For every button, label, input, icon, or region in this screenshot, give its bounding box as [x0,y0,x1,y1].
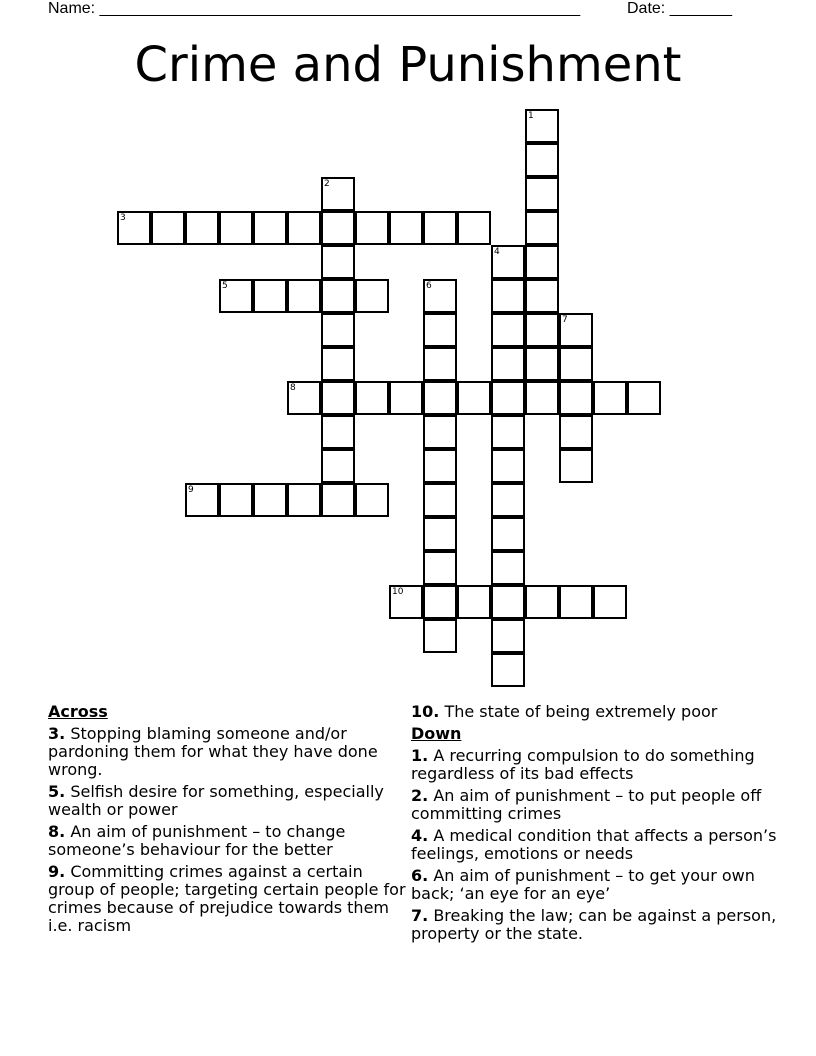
crossword-cell[interactable] [151,211,185,245]
cell-number: 8 [290,383,296,393]
crossword-cell[interactable] [287,279,321,313]
cell-number: 3 [120,213,126,223]
clue-text: Committing crimes against a certain group of people; targeting certain people for crimes because of prejudice towards them i.e. racism [48,862,406,935]
crossword-cell[interactable] [321,279,355,313]
crossword-cell[interactable] [423,347,457,381]
clue-down-2 [411,787,781,823]
clue-number: 1. [411,746,429,765]
crossword-cell[interactable] [491,313,525,347]
clue-text: Selfish desire for something, especially wealth or power [48,782,384,819]
clue-text: Stopping blaming someone and/or pardoning them for what they have done wrong. [48,724,378,779]
crossword-cell[interactable] [355,279,389,313]
cell-number: 7 [562,315,568,325]
clue-across-3 [48,725,408,779]
clue-text: An aim of punishment – to get your own back; ‘an eye for an eye’ [411,866,755,903]
crossword-cell[interactable] [559,585,593,619]
crossword-cell[interactable] [525,347,559,381]
clue-across-5 [48,783,408,819]
clue-number: 3. [48,724,66,743]
crossword-cell[interactable] [593,585,627,619]
clue-number: 9. [48,862,66,881]
clue-text: A medical condition that affects a person’s feelings, emotions or needs [411,826,777,863]
cell-number: 1 [528,111,534,121]
crossword-cell[interactable] [491,279,525,313]
crossword-cell[interactable] [525,245,559,279]
crossword-cell[interactable] [525,143,559,177]
crossword-cell[interactable] [287,211,321,245]
crossword-cell[interactable] [491,619,525,653]
crossword-cell[interactable] [389,211,423,245]
clue-down-1 [411,747,781,783]
crossword-cell[interactable] [117,211,151,245]
clues-column-left [48,703,408,939]
crossword-cell[interactable] [491,551,525,585]
crossword-cell[interactable] [389,585,423,619]
crossword-cell[interactable] [355,483,389,517]
crossword-cell[interactable] [423,449,457,483]
crossword-cell[interactable] [525,279,559,313]
crossword-cell[interactable] [593,381,627,415]
across-heading: Across [48,702,108,721]
name-field-label: Name: ______________________________________________________ [48,0,581,17]
crossword-cell[interactable] [321,449,355,483]
clue-text: An aim of punishment – to change someone’s behaviour for the better [48,822,346,859]
clue-down-4 [411,827,781,863]
crossword-cell[interactable] [423,551,457,585]
cell-number: 5 [222,281,228,291]
crossword-cell[interactable] [491,347,525,381]
crossword-cell[interactable] [423,381,457,415]
crossword-cell[interactable] [525,211,559,245]
crossword-cell[interactable] [423,585,457,619]
crossword-cell[interactable] [491,245,525,279]
crossword-cell[interactable] [491,517,525,551]
crossword-cell[interactable] [321,381,355,415]
crossword-cell[interactable] [185,483,219,517]
crossword-cell[interactable] [525,177,559,211]
crossword-cell[interactable] [491,381,525,415]
crossword-cell[interactable] [423,619,457,653]
clue-number: 6. [411,866,429,885]
crossword-cell[interactable] [287,483,321,517]
crossword-cell[interactable] [253,483,287,517]
clue-number: 8. [48,822,66,841]
crossword-cell[interactable] [219,483,253,517]
crossword-cell[interactable] [491,415,525,449]
crossword-cell[interactable] [355,381,389,415]
crossword-cell[interactable] [219,211,253,245]
clue-number: 4. [411,826,429,845]
clue-text: Breaking the law; can be against a person, property or the state. [411,906,777,943]
crossword-cell[interactable] [559,347,593,381]
crossword-cell[interactable] [525,109,559,143]
cell-number: 2 [324,179,330,189]
crossword-cell[interactable] [525,381,559,415]
crossword-cell[interactable] [457,381,491,415]
crossword-cell[interactable] [321,483,355,517]
crossword-cell[interactable] [423,313,457,347]
crossword-cell[interactable] [355,211,389,245]
crossword-cell[interactable] [321,245,355,279]
crossword-cell[interactable] [559,381,593,415]
crossword-cell[interactable] [525,585,559,619]
cell-number: 9 [188,485,194,495]
clue-across-9 [48,863,408,935]
crossword-cell[interactable] [423,211,457,245]
crossword-cell[interactable] [321,347,355,381]
crossword-cell[interactable] [423,279,457,313]
crossword-cell[interactable] [321,177,355,211]
crossword-cell[interactable] [491,653,525,687]
clue-number: 5. [48,782,66,801]
date-field-label: Date: _______ [627,0,732,17]
crossword-cell[interactable] [321,415,355,449]
clue-down-6 [411,867,781,903]
crossword-cell[interactable] [457,585,491,619]
clue-number: 7. [411,906,429,925]
crossword-cell[interactable] [491,483,525,517]
clue-across-8 [48,823,408,859]
crossword-cell[interactable] [559,449,593,483]
clues-column-right [411,703,781,947]
crossword-cell[interactable] [185,211,219,245]
clue-down-7 [411,907,781,943]
crossword-cell[interactable] [491,449,525,483]
cell-number: 10 [392,587,404,597]
crossword-cell[interactable] [457,211,491,245]
crossword-cell[interactable] [559,415,593,449]
clue-text: A recurring compulsion to do something regardless of its bad effects [411,746,755,783]
crossword-cell[interactable] [253,211,287,245]
crossword-cell[interactable] [253,279,287,313]
crossword-cell[interactable] [321,211,355,245]
clue-across-10 [411,703,781,721]
cell-number: 6 [426,281,432,291]
cell-number: 4 [494,247,500,257]
crossword-cell[interactable] [559,313,593,347]
down-heading: Down [411,724,462,743]
clue-text: The state of being extremely poor [444,702,718,721]
clue-number: 10. [411,702,440,721]
crossword-cell[interactable] [389,381,423,415]
clue-number: 2. [411,786,429,805]
crossword-cell[interactable] [219,279,253,313]
page-title: Crime and Punishment [134,37,682,93]
crossword-cell[interactable] [423,517,457,551]
crossword-cell[interactable] [423,415,457,449]
crossword-cell[interactable] [491,585,525,619]
crossword-cell[interactable] [287,381,321,415]
crossword-cell[interactable] [423,483,457,517]
crossword-cell[interactable] [525,313,559,347]
crossword-cell[interactable] [321,313,355,347]
crossword-cell[interactable] [627,381,661,415]
clue-text: An aim of punishment – to put people off committing crimes [411,786,762,823]
